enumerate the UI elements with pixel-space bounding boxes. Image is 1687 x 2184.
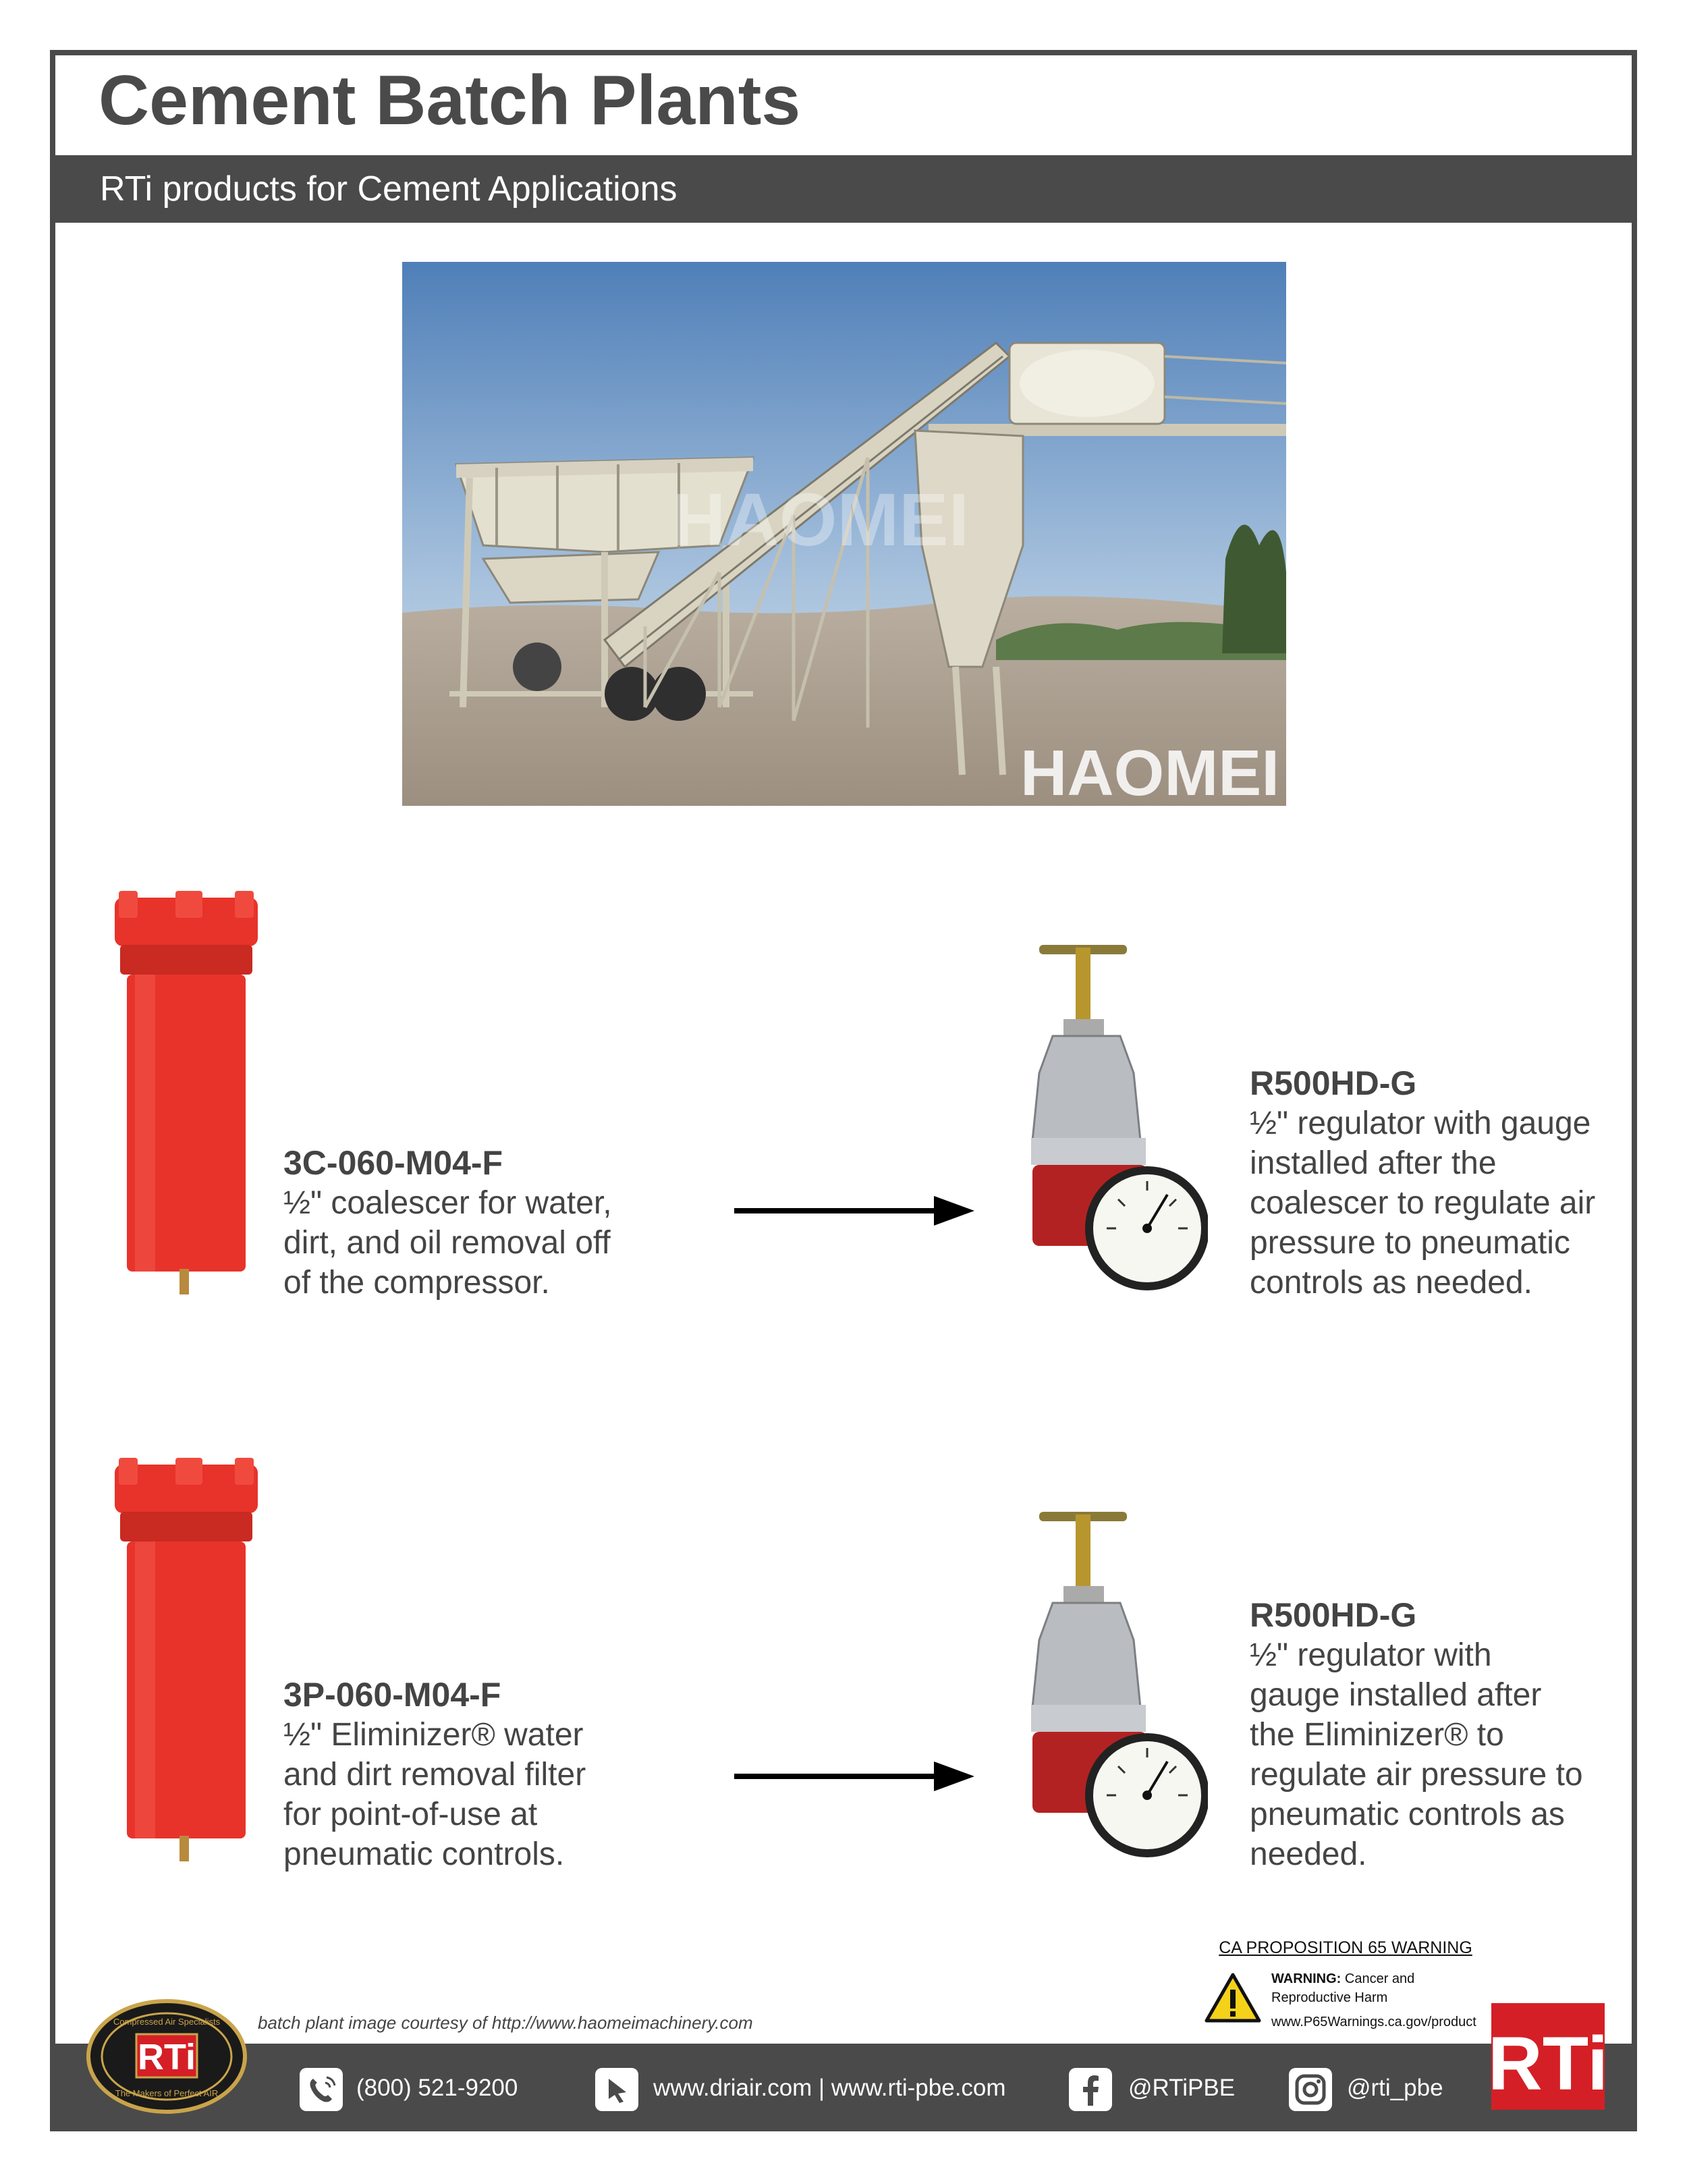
warning-triangle-icon	[1204, 1972, 1262, 2023]
product-2-text	[1250, 1064, 1595, 1303]
rti-corner-logo	[1491, 2003, 1605, 2110]
prop65-warning-text-2: Reproductive Harm	[1271, 1990, 1388, 2005]
batch-plant-photo	[402, 262, 1286, 806]
product-1-line-1: ½" coalescer for water,	[283, 1185, 612, 1221]
product-4-line-1: ½" regulator with	[1250, 1637, 1492, 1673]
product-4-line-6: needed.	[1250, 1836, 1367, 1872]
corner-logo-wordmark: RTi	[1491, 2021, 1605, 2106]
product-2-code: R500HD-G	[1250, 1064, 1417, 1102]
product-4-line-2: gauge installed after	[1250, 1677, 1542, 1713]
product-3-line-1: ½" Eliminizer® water	[283, 1717, 584, 1753]
product-3-line-4: pneumatic controls.	[283, 1836, 565, 1872]
prop65-warning	[1204, 1938, 1487, 2029]
prop65-heading: CA PROPOSITION 65 WARNING	[1219, 1938, 1472, 1957]
flow-arrow-2	[734, 1756, 977, 1797]
product-3-text	[283, 1675, 586, 1874]
photo-watermark-center: HAOMEI	[672, 479, 969, 562]
subtitle-bar	[55, 155, 1632, 223]
oval-logo-wordmark: RTi	[137, 2037, 196, 2077]
oval-logo-top-text: Compressed Air Specialists	[113, 2017, 221, 2027]
product-2-line-4: pressure to pneumatic	[1250, 1225, 1570, 1261]
flow-arrow-1	[734, 1191, 977, 1231]
page-title: Cement Batch Plants	[99, 61, 801, 140]
oval-logo-bottom-text: The Makers of Perfect AIR	[115, 2088, 219, 2098]
product-4-line-5: pneumatic controls as	[1250, 1797, 1565, 1832]
prop65-warning-row	[1204, 1969, 1487, 2050]
cursor-icon	[595, 2068, 638, 2111]
regulator-image-1	[1026, 938, 1208, 1306]
product-1-line-3: of the compressor.	[283, 1265, 550, 1301]
page-subtitle: RTi products for Cement Applications	[100, 169, 677, 209]
image-credit: batch plant image courtesy of http://www.haomeimachinery.com	[258, 2013, 753, 2033]
product-2-line-5: controls as needed.	[1250, 1265, 1532, 1301]
coalescer-filter-image	[115, 891, 263, 1299]
product-4-code: R500HD-G	[1250, 1596, 1417, 1634]
facebook-icon[interactable]	[1069, 2068, 1112, 2111]
prop65-warning-text: Cancer and	[1344, 1971, 1415, 1986]
regulator-image-2	[1026, 1505, 1208, 1873]
product-3-code: 3P-060-M04-F	[283, 1676, 501, 1714]
footer-facebook[interactable]: @RTiPBE	[1128, 2075, 1236, 2101]
instagram-icon[interactable]	[1289, 2068, 1332, 2111]
product-1-code: 3C-060-M04-F	[283, 1144, 503, 1182]
product-1-line-2: dirt, and oil removal off	[283, 1225, 611, 1261]
footer-bar	[55, 2044, 1632, 2126]
product-3-line-3: for point-of-use at	[283, 1797, 538, 1832]
product-2-line-1: ½" regulator with gauge	[1250, 1105, 1591, 1141]
eliminizer-filter-image	[115, 1458, 263, 1866]
product-2-line-3: coalescer to regulate air	[1250, 1185, 1596, 1221]
rti-oval-logo	[86, 1999, 247, 2114]
product-4-line-3: the Eliminizer® to	[1250, 1717, 1504, 1753]
product-4-line-4: regulate air pressure to	[1250, 1757, 1583, 1793]
product-3-line-2: and dirt removal filter	[283, 1757, 586, 1793]
product-4-text	[1250, 1595, 1583, 1874]
product-2-line-2: installed after the	[1250, 1145, 1497, 1181]
prop65-url[interactable]: www.P65Warnings.ca.gov/product	[1271, 2015, 1476, 2029]
footer-phone[interactable]: (800) 521-9200	[356, 2075, 518, 2101]
footer-instagram[interactable]: @rti_pbe	[1347, 2075, 1443, 2101]
product-1-text	[283, 1143, 612, 1303]
footer-websites[interactable]: www.driair.com | www.rti-pbe.com	[653, 2075, 1006, 2101]
prop65-warning-label: WARNING:	[1271, 1971, 1342, 1986]
photo-watermark-corner: HAOMEI	[1020, 737, 1279, 806]
phone-icon	[300, 2068, 343, 2111]
prop65-warning-body	[1271, 1969, 1494, 2031]
